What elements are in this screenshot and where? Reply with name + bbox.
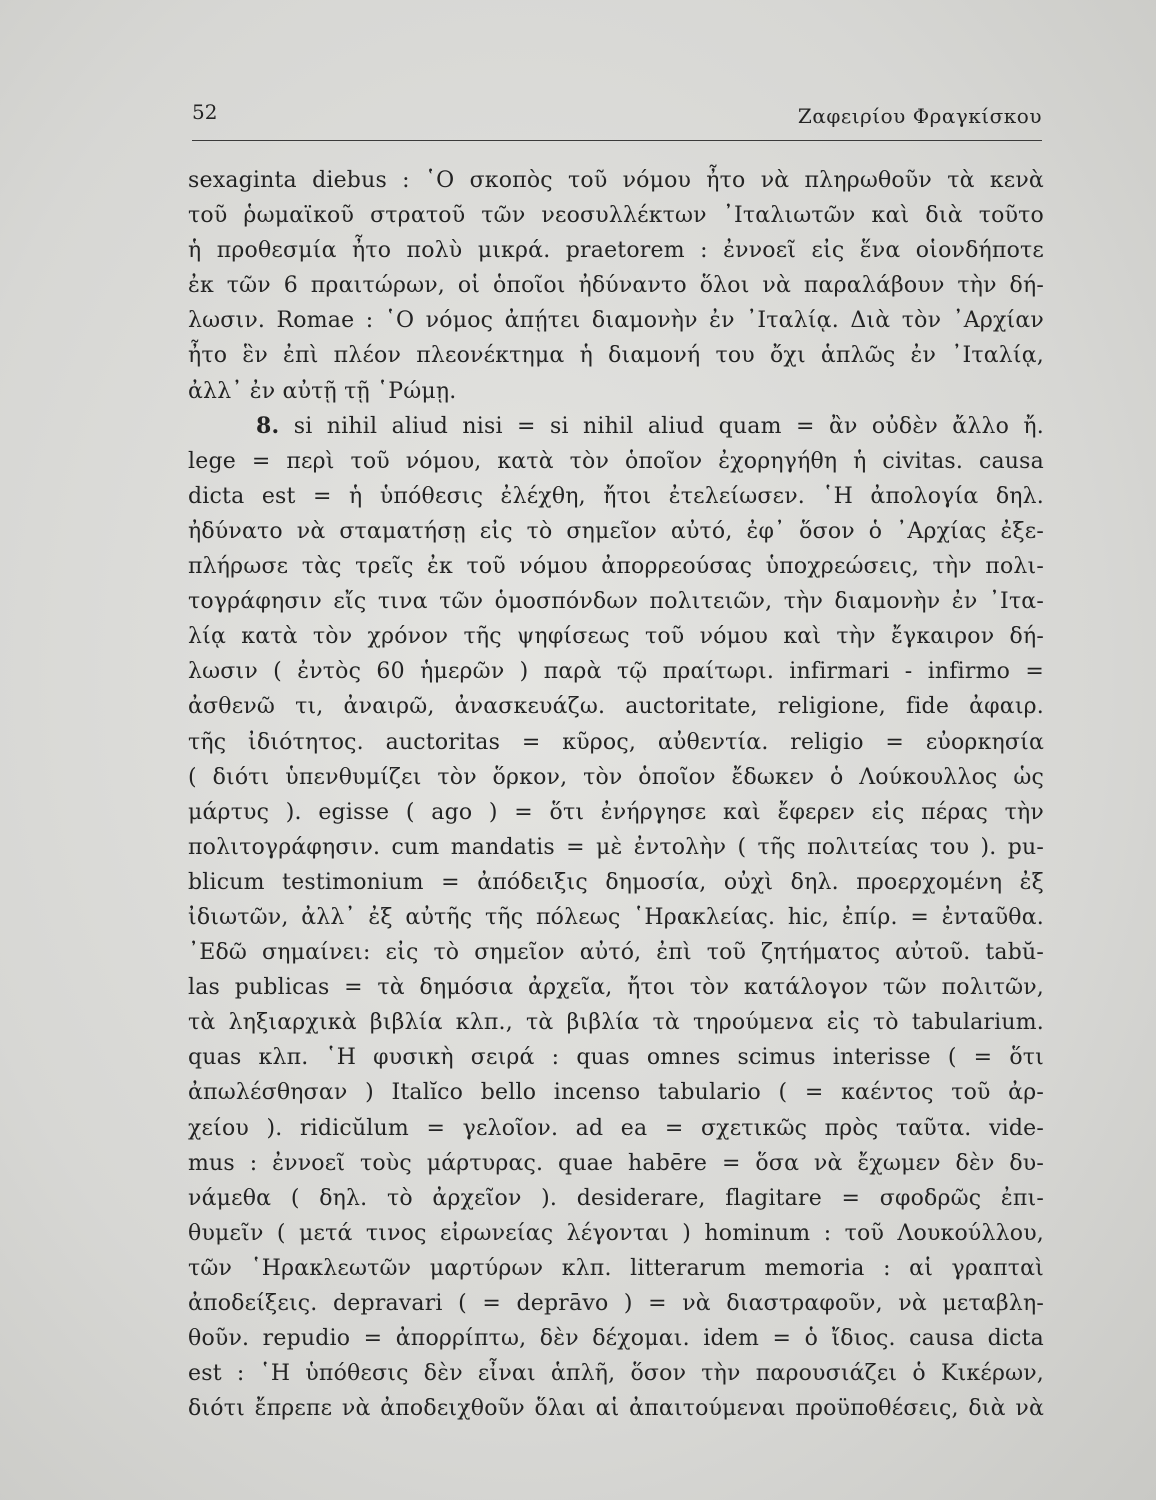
running-title: Ζαφειρίου Φραγκίσκου: [797, 104, 1042, 128]
text-line: τῶν ῾Ηρακλεωτῶν μαρτύρων κλπ. litterarum memoria : αἱ γραπταὶ: [188, 1255, 1044, 1281]
page-header: [192, 100, 1042, 141]
text-line: ἀσθενῶ τι, ἀναιρῶ, ἀνασκευάζω. auctoritate, religione, fide ἀφαιρ.: [188, 694, 1044, 720]
text-line: ( διότι ὑπενθυμίζει τὸν ὅρκον, τὸν ὁποῖον ἔδωκεν ὁ Λούκουλλος ὡς: [188, 764, 1044, 790]
text-line: est : ῾Η ὑπόθεσις δὲν εἶναι ἁπλῆ, ὅσον τὴν παρουσιάζει ὁ Κικέρων,: [188, 1361, 1044, 1387]
text-line: ἀπωλέσθησαν ) Italĭco bello incenso tabulario ( = καέντος τοῦ ἀρ-: [188, 1080, 1044, 1106]
text-line: ᾿Εδῶ σημαίνει: εἰς τὸ σημεῖον αὐτό, ἐπὶ τοῦ ζητήματος αὐτοῦ. tabŭ-: [188, 940, 1044, 966]
text-line: lege = περὶ τοῦ νόμου, κατὰ τὸν ὁποῖον ἐχορηγήθη ἡ civitas. causa: [188, 448, 1044, 474]
text-line: ἠδύνατο νὰ σταματήσῃ εἰς τὸ σημεῖον αὐτό, ἐφ᾿ ὅσον ὁ ᾿Αρχίας ἐξε-: [188, 518, 1044, 544]
text-line: λωσιν. Romae : ῾Ο νόμος ἀπῄτει διαμονὴν ἐν ᾿Ιταλίᾳ. Διὰ τὸν ᾿Αρχίαν: [188, 308, 1044, 334]
section-8-heading-line: [188, 409, 1044, 444]
text-line: ἀλλ᾿ ἐν αὐτῇ τῇ ῾Ρώμῃ.: [188, 378, 457, 404]
text-line: νάμεθα ( δηλ. τὸ ἀρχεῖον ). desiderare, flagitare = σφοδρῶς ἐπι-: [188, 1185, 1044, 1211]
text-line: τῆς ἰδιότητος. auctoritas = κῦρος, αὐθεντία. religio = εὐορκησία: [188, 729, 1044, 755]
text-line: χείου ). ridicŭlum = γελοῖον. ad ea = σχετικῶς πρὸς ταῦτα. vide-: [188, 1115, 1044, 1141]
text-line: τογράφησιν εἴς τινα τῶν ὁμοσπόνδων πολιτειῶν, τὴν διαμονὴν ἐν ᾿Ιτα-: [188, 589, 1044, 615]
text-line: ἡ προθεσμία ἦτο πολὺ μικρά. praetorem : ἐννοεῖ εἰς ἕνα οἱονδήποτε: [188, 238, 1044, 264]
text-line: διότι ἔπρεπε νὰ ἀποδειχθοῦν ὅλαι αἱ ἀπαιτούμεναι προϋποθέσεις, διὰ νὰ: [188, 1396, 1044, 1422]
text-line: las publicas = τὰ δημόσια ἀρχεῖα, ἤτοι τὸν κατάλογον τῶν πολιτῶν,: [188, 975, 1044, 1001]
page-number: 52: [192, 100, 218, 124]
text-line: ἦτο ἓν ἐπὶ πλέον πλεονέκτημα ἡ διαμονή του ὄχι ἁπλῶς ἐν ᾿Ιταλίᾳ,: [188, 343, 1044, 369]
text-line: τοῦ ῥωμαϊκοῦ στρατοῦ τῶν νεοσυλλέκτων ᾿Ιταλιωτῶν καὶ διὰ τοῦτο: [188, 203, 1044, 229]
text-line: λίᾳ κατὰ τὸν χρόνον τῆς ψηφίσεως τοῦ νόμου καὶ τὴν ἔγκαιρον δή-: [188, 624, 1044, 650]
text-line: dicta est = ἡ ὑπόθεσις ἐλέχθη, ἤτοι ἐτελείωσεν. ῾Η ἀπολογία δηλ.: [188, 483, 1044, 509]
text-line: quas κλπ. ῾Η φυσικὴ σειρά : quas omnes scimus interisse ( = ὅτι: [188, 1045, 1044, 1071]
text-line: λωσιν ( ἐντὸς 60 ἡμερῶν ) παρὰ τῷ πραίτωρι. infirmari - infirmo =: [188, 659, 1044, 685]
text-line: μάρτυς ). egisse ( ago ) = ὅτι ἐνήργησε καὶ ἔφερεν εἰς πέρας τὴν: [188, 799, 1044, 825]
section-number: 8.: [256, 412, 280, 439]
body-text: [188, 163, 1044, 1426]
text-line: πλήρωσε τὰς τρεῖς ἐκ τοῦ νόμου ἀπορρεούσας ὑποχρεώσεις, τὴν πολι-: [188, 554, 1044, 580]
text-line: mus : ἐννοεῖ τοὺς μάρτυρας. quae habēre = ὅσα νὰ ἔχωμεν δὲν δυ-: [188, 1150, 1044, 1176]
text-line: τὰ ληξιαρχικὰ βιβλία κλπ., τὰ βιβλία τὰ τηρούμενα εἰς τὸ tabularium.: [188, 1010, 1044, 1036]
text-line: ἰδιωτῶν, ἀλλ᾿ ἐξ αὐτῆς τῆς πόλεως ῾Ηρακλείας. hic, ἐπίρ. = ἐνταῦθα.: [188, 904, 1044, 930]
text-line: θυμεῖν ( μετά τινος εἰρωνείας λέγονται ) hominum : τοῦ Λουκούλλου,: [188, 1220, 1044, 1246]
text-line: πολιτογράφησιν. cum mandatis = μὲ ἐντολὴν ( τῆς πολιτείας του ). pu-: [188, 834, 1044, 860]
text-line: θοῦν. repudio = ἀπορρίπτω, δὲν δέχομαι. idem = ὁ ἴδιος. causa dicta: [188, 1326, 1044, 1352]
section-first-line: si nihil aliud nisi = si nihil aliud quam = ἂν οὐδὲν ἄλλο ἤ.: [293, 413, 1044, 439]
text-line: ἐκ τῶν 6 πραιτώρων, οἱ ὁποῖοι ἠδύναντο ὅλοι νὰ παραλάβουν τὴν δή-: [188, 273, 1044, 299]
text-line: blicum testimonium = ἀπόδειξις δημοσία, οὐχὶ δηλ. προερχομένη ἐξ: [188, 869, 1044, 895]
text-line: sexaginta diebus : ῾Ο σκοπὸς τοῦ νόμου ἦτο νὰ πληρωθοῦν τὰ κενὰ: [188, 168, 1044, 193]
text-line: ἀποδείξεις. depravari ( = deprāvo ) = νὰ διαστραφοῦν, νὰ μεταβλη-: [188, 1291, 1044, 1316]
